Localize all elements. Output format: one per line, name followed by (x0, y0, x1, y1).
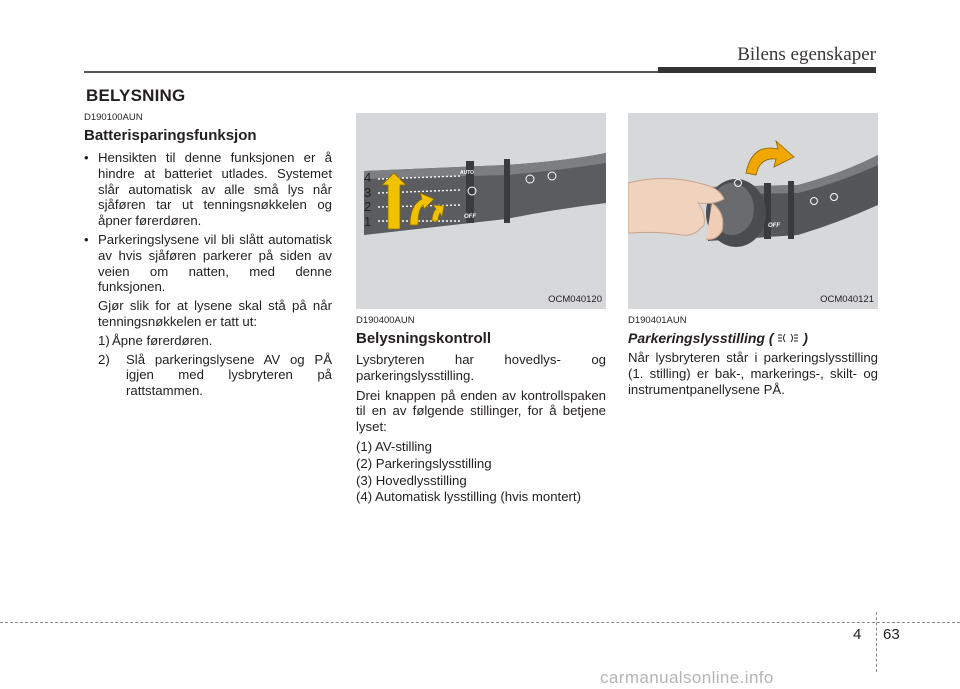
section-title: BELYSNING (86, 86, 186, 105)
list-item: (4) Automatisk lysstilling (hvis montert) (356, 489, 581, 505)
step-text: Slå parkeringslysene AV og PÅ igjen med lysbryteren på rattstammen. (126, 351, 332, 399)
paragraph: Når lysbryteren står i parkeringslysstilling (1. stilling) er bak-, markerings-, skilt- og instrumentpanellysene PÅ. (628, 350, 878, 397)
subsection-heading: Belysningskontroll (356, 330, 492, 347)
step-item (84, 333, 332, 349)
subsection-heading (628, 330, 878, 346)
section-code: D190100AUN (84, 112, 143, 123)
subsection-heading: Batterisparingsfunksjon (84, 127, 257, 144)
page-number: 63 (883, 626, 900, 643)
chapter-number: 4 (853, 626, 862, 643)
column-2 (356, 315, 606, 505)
parking-light-icon (777, 331, 799, 345)
step-number: 1) (98, 332, 110, 348)
step-item (84, 352, 332, 399)
off-label: OFF (768, 223, 780, 229)
off-label: OFF (464, 214, 476, 220)
watermark: carmanualsonline.info (600, 668, 774, 687)
position-list (356, 439, 606, 505)
position-number: 2 (364, 199, 372, 214)
running-header: Bilens egenskaper (737, 44, 876, 65)
section-code: D190400AUN (356, 315, 415, 326)
paragraph: Lysbryteren har hovedlys- og parkeringslysstilling. (356, 352, 606, 383)
column-3 (628, 315, 878, 397)
auto-label: AUTO (460, 170, 475, 176)
position-number: 3 (364, 184, 372, 200)
column-1 (84, 112, 332, 399)
list-item: (2) Parkeringslysstilling (356, 455, 492, 471)
footer-rule (0, 622, 960, 623)
heading-close: ) (803, 330, 808, 346)
paragraph: Drei knappen på enden av kontrollspaken til en av følgende stillinger, for å betjene lyset: (356, 387, 606, 435)
position-number: 1 (364, 213, 372, 229)
figure-caption: OCM040120 (548, 294, 602, 305)
header-rule-bold (658, 67, 876, 73)
footer-divider (876, 612, 877, 672)
section-code: D190401AUN (628, 315, 687, 326)
figure-caption: OCM040121 (820, 294, 874, 305)
position-numbers (364, 171, 371, 229)
bullet-item: • Hensikten til denne funksjonen er å hindre at batteriet utlades. Systemet slår automatisk av alle små lys når sjåføren tar ut tenningsnøkkelen og åpner førerdøren. (84, 150, 332, 229)
list-item: (3) Hovedlysstilling (356, 472, 467, 488)
list-item: (1) AV-stilling (356, 438, 432, 454)
step-number: 2) (98, 351, 110, 367)
paragraph: Gjør slik for at lysene skal stå på når tenningsnøkkelen er tatt ut: (98, 298, 332, 329)
stalk-illustration (356, 113, 606, 309)
position-number: 4 (364, 170, 372, 185)
bullet-item: • Parkeringslysene vil bli slått automatisk av hvis sjåføren parkerer på siden av veien om natten, med denne funksjonen. (84, 232, 332, 295)
light-switch-figure (356, 113, 606, 309)
heading-text: Parkeringslysstilling ( (628, 330, 774, 346)
step-text: Åpne førerdøren. (112, 332, 213, 348)
parking-light-figure (628, 113, 878, 309)
hand-turning-switch-illustration (628, 113, 878, 309)
